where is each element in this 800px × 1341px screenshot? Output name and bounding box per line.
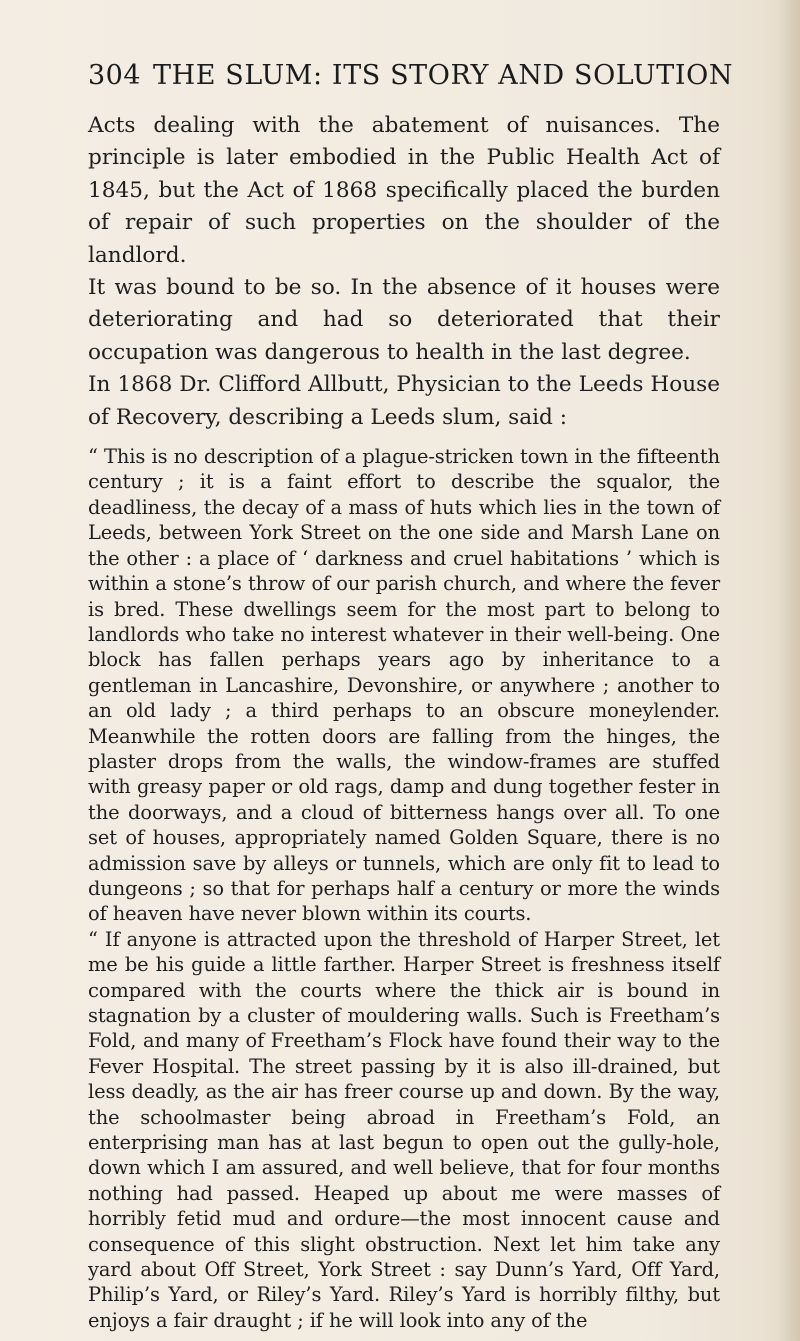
page-number: 304 (88, 60, 142, 91)
body-text (88, 110, 720, 1333)
paragraph-bound: It was bound to be so. In the absence of it houses were deteriorating and had so deteriorated that their occupation was dangerous to health in the last degree. (88, 275, 720, 365)
paragraph-acts: Acts dealing with the abatement of nuisances. The principle is later embodied in the Public Health Act of 1845, but the Act of 1868 specifically placed the burden of repair of such properties on the shoulder of the landlord. (88, 113, 720, 268)
page-header (88, 60, 734, 96)
paragraph-allbutt: In 1868 Dr. Clifford Allbutt, Physician to the Leeds House of Recovery, describing a Leeds slum, said : (88, 372, 720, 430)
quote-harper-street: “ If anyone is attracted upon the threshold of Harper Street, let me be his guide a little farther. Harper Street is freshness itself compared with the courts where the thick air is bound in stagnation by a cluster of mouldering walls. Such is Freetham’s Fold, and many of Freetham’s Flock have found their way to the Fever Hospital. The street passing by it is also ill-drained, but less deadly, as the air has freer course up and down. By the way, the schoolmaster being abroad in Freetham’s Fold, an enterprising man has at last begun to open out the gully-hole, down which I am assured, and well believe, that for four months nothing had passed. Heaped up about me were masses of horribly fetid mud and ordure—the most innocent cause and consequence of this slight obstruction. Next let him take any yard about Off Street, York Street : say Dunn’s Yard, Off Yard, Philip’s Yard, or Riley’s Yard. Riley’s Yard is horribly filthy, but enjoys a fair draught ; if he will look into any of the (88, 927, 720, 1332)
page-edge-shadow (778, 0, 800, 1341)
quote-plague-stricken: “ This is no description of a plague-stricken town in the fifteenth century ; it is a faint effort to describe the squalor, the deadliness, the decay of a mass of huts which lies in the town of Leeds, between York Street on the one side and Marsh Lane on the other : a place of ‘ darkness and cruel habitations ’ which is within a stone’s throw of our parish church, and where the fever is bred. These dwellings seem for the most part to belong to landlords who take no interest whatever in their well-being. One block has fallen perhaps years ago by inheritance to a gentleman in Lancashire, Devonshire, or anywhere ; another to an old lady ; a third perhaps to an obscure moneylender. Meanwhile the rotten doors are falling from the hinges, the plaster drops from the walls, the window-frames are stuffed with greasy paper or old rags, damp and dung together fester in the doorways, and a cloud of bitterness hangs over all. To one set of houses, appropriately named Golden Square, there is no admission save by alleys or tunnels, which are only fit to lead to dungeons ; so that for perhaps half a century or more the winds of heaven have never blown within its courts. (88, 445, 720, 926)
running-head: THE SLUM: ITS STORY AND SOLUTION (153, 60, 734, 91)
spacer (88, 434, 720, 444)
